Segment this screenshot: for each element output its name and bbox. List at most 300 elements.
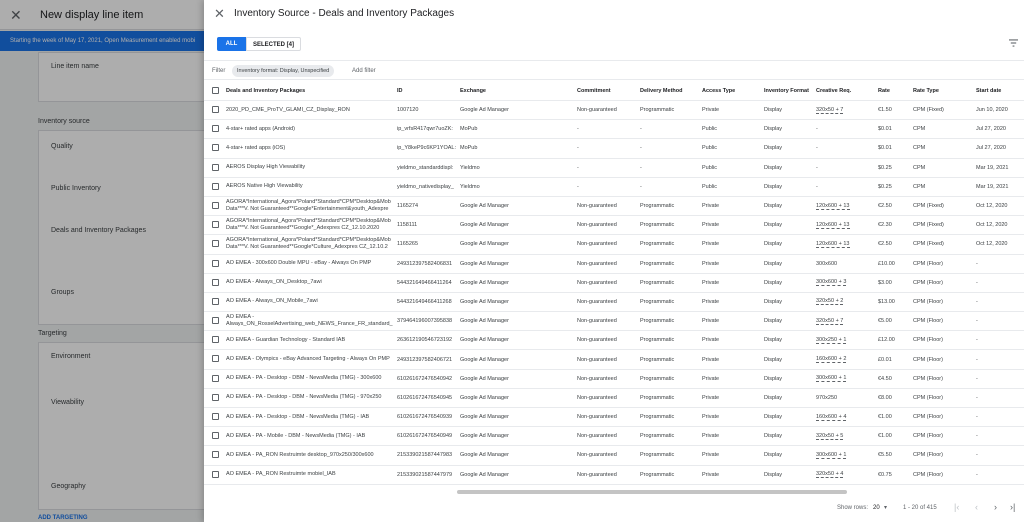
cell-creative xyxy=(816,427,878,445)
creative-link[interactable]: 160x600 + 4 xyxy=(816,413,847,420)
pagination-range: 1 - 20 of 415 xyxy=(903,505,937,511)
cell-access: Public xyxy=(702,126,717,133)
cell-exchange: Google Ad Manager xyxy=(460,279,509,286)
table-row[interactable] xyxy=(204,350,1024,369)
creative-link[interactable]: 300x600 + 1 xyxy=(816,375,847,382)
cell-rate-type: CPM (Floor) xyxy=(913,471,943,478)
tab-selected[interactable]: SELECTED [4] xyxy=(246,37,301,51)
header-id[interactable]: ID xyxy=(397,88,403,94)
cell-creative: - xyxy=(816,164,818,171)
cell-rate: $3.00 xyxy=(878,279,892,286)
cell-commitment: Non-guaranteed xyxy=(577,203,617,210)
cell-format: Display xyxy=(764,164,783,171)
creative-link[interactable]: 300x600 + 1 xyxy=(816,451,847,458)
cell-rate-type: CPM (Floor) xyxy=(913,279,943,286)
environment-label[interactable]: Environment xyxy=(51,353,91,360)
row-checkbox[interactable] xyxy=(212,413,219,420)
cell-name: AO EMEA - PA - Desktop - DBM - NewsMedia (TMG) - 300x600 xyxy=(226,375,382,382)
cell-start: - xyxy=(976,471,978,478)
row-checkbox[interactable] xyxy=(212,164,219,171)
panel-title: Inventory Source - Deals and Inventory Packages xyxy=(234,8,455,19)
header-commitment[interactable]: Commitment xyxy=(577,88,611,94)
cell-access: Private xyxy=(702,298,720,305)
cell-access: Private xyxy=(702,471,720,478)
creative-link[interactable]: 320x50 + 7 xyxy=(816,317,844,324)
cell-name: AEROS Native High Viewability xyxy=(226,183,303,190)
cell-rate: €2.50 xyxy=(878,203,892,210)
cell-format: Display xyxy=(764,394,783,401)
cell-exchange: Yieldmo xyxy=(460,183,480,190)
creative-link[interactable]: 320x50 + 7 xyxy=(816,106,844,113)
cell-access: Private xyxy=(702,394,720,401)
cell-id: 1007120 xyxy=(397,107,419,114)
cell-format: Display xyxy=(764,414,783,421)
cell-start: Jun 10, 2020 xyxy=(976,107,1008,114)
row-checkbox[interactable] xyxy=(212,451,219,458)
cell-commitment: Non-guaranteed xyxy=(577,318,617,325)
close-icon[interactable]: ✕ xyxy=(214,6,225,21)
cell-commitment: - xyxy=(577,126,579,133)
cell-start: Mar 19, 2021 xyxy=(976,164,1009,171)
cell-commitment: Non-guaranteed xyxy=(577,375,617,382)
cell-format: Display xyxy=(764,318,783,325)
cell-name: AEROS Display High Viewability xyxy=(226,164,306,171)
cell-format: Display xyxy=(764,375,783,382)
table-row[interactable] xyxy=(204,446,1024,465)
table-row[interactable] xyxy=(204,293,1024,312)
cell-rate-type: CPM xyxy=(913,183,926,190)
cell-id: 1158111 xyxy=(397,222,418,229)
cell-creative xyxy=(816,293,878,311)
row-checkbox[interactable] xyxy=(212,336,219,343)
cell-format: Display xyxy=(764,279,783,286)
selection-tabs xyxy=(217,37,301,51)
cell-delivery: Programmatic xyxy=(640,222,675,229)
cell-commitment: Non-guaranteed xyxy=(577,356,617,363)
cell-rate: $13.00 xyxy=(878,298,895,305)
cell-exchange: Google Ad Manager xyxy=(460,318,509,325)
cell-rate: £12.00 xyxy=(878,337,895,344)
background-banner: Starting the week of May 17, 2021, Open Measurement enabled mobi xyxy=(0,31,1024,51)
cell-delivery: Programmatic xyxy=(640,260,675,267)
cell-rate-type: CPM (Floor) xyxy=(913,356,943,363)
select-all-checkbox[interactable] xyxy=(212,87,219,94)
viewability-label[interactable]: Viewability xyxy=(51,399,84,406)
cell-commitment: Non-guaranteed xyxy=(577,414,617,421)
cell-access: Private xyxy=(702,337,720,344)
cell-access: Private xyxy=(702,375,720,382)
cell-rate-type: CPM xyxy=(913,145,926,152)
cell-start: - xyxy=(976,375,978,382)
header-start-date[interactable]: Start date xyxy=(976,88,1002,94)
row-checkbox[interactable] xyxy=(212,260,219,267)
cell-commitment: - xyxy=(577,183,579,190)
cell-commitment: Non-guaranteed xyxy=(577,222,617,229)
cell-format: Display xyxy=(764,183,783,190)
cell-delivery: Programmatic xyxy=(640,375,675,382)
header-delivery[interactable]: Delivery Method xyxy=(640,88,683,94)
cell-exchange: Google Ad Manager xyxy=(460,241,509,248)
deals-label[interactable]: Deals and Inventory Packages xyxy=(51,227,146,234)
cell-name: 4-star+ rated apps (Android) xyxy=(226,125,295,132)
cell-exchange: Google Ad Manager xyxy=(460,452,509,459)
cell-commitment: Non-guaranteed xyxy=(577,471,617,478)
cell-name: 2020_PD_CME_ProTV_GLAMI_CZ_Display_RON xyxy=(226,106,350,113)
cell-access: Private xyxy=(702,107,720,114)
cell-id: 610261672476540945 xyxy=(397,394,453,401)
cell-rate: €1.00 xyxy=(878,433,892,440)
cell-delivery: - xyxy=(640,183,642,190)
cell-delivery: Programmatic xyxy=(640,394,675,401)
row-checkbox[interactable] xyxy=(212,240,219,247)
row-checkbox[interactable] xyxy=(212,375,219,382)
cell-rate: $0.01 xyxy=(878,126,892,133)
cell-rate-type: CPM (Floor) xyxy=(913,318,943,325)
cell-commitment: Non-guaranteed xyxy=(577,394,617,401)
filter-list-icon[interactable] xyxy=(1009,39,1018,47)
cell-delivery: Programmatic xyxy=(640,356,675,363)
table-row[interactable] xyxy=(204,389,1024,408)
table-row[interactable] xyxy=(204,255,1024,274)
table-row[interactable] xyxy=(204,274,1024,293)
cell-creative: 970x250 xyxy=(816,394,838,401)
cell-creative: - xyxy=(816,183,818,190)
cell-format: Display xyxy=(764,222,783,229)
cell-commitment: Non-guaranteed xyxy=(577,298,617,305)
cell-format: Display xyxy=(764,298,783,305)
cell-exchange: Yieldmo xyxy=(460,164,480,171)
table-header-row xyxy=(204,82,1024,101)
chevron-left-icon[interactable]: ‹ xyxy=(975,502,978,512)
table-row[interactable] xyxy=(204,178,1024,197)
modal-overlay[interactable] xyxy=(0,0,204,522)
row-checkbox[interactable] xyxy=(212,394,219,401)
row-checkbox[interactable] xyxy=(212,471,219,478)
cell-commitment: Non-guaranteed xyxy=(577,241,617,248)
cell-rate-type: CPM (Floor) xyxy=(913,452,943,459)
table-row[interactable] xyxy=(204,120,1024,139)
cell-id: 610261672476540939 xyxy=(397,414,453,421)
public-inventory-label[interactable]: Public Inventory xyxy=(51,185,101,192)
filter-label: Filter xyxy=(212,68,226,74)
cell-exchange: MoPub xyxy=(460,126,478,133)
cell-access: Private xyxy=(702,222,720,229)
cell-name: 4-star+ rated apps (iOS) xyxy=(226,144,286,151)
cell-commitment: Non-guaranteed xyxy=(577,452,617,459)
cell-creative: - xyxy=(816,145,818,152)
cell-start: - xyxy=(976,394,978,401)
cell-name: AO EMEA - PA - Desktop - DBM - NewsMedia (TMG) - IAB xyxy=(226,413,370,420)
cell-format: Display xyxy=(764,452,783,459)
creative-link[interactable]: 300x250 + 1 xyxy=(816,336,847,343)
cell-id: ip_vrfsR417qwr7uoZK: xyxy=(397,126,453,133)
cell-rate: $0.01 xyxy=(878,145,892,152)
cell-start: - xyxy=(976,414,978,421)
cell-format: Display xyxy=(764,107,783,114)
cell-access: Private xyxy=(702,203,720,210)
groups-label[interactable]: Groups xyxy=(51,289,74,296)
cell-id: 249312397582406831 xyxy=(397,260,453,267)
cell-rate: €4.50 xyxy=(878,375,892,382)
cell-commitment: - xyxy=(577,164,579,171)
cell-delivery: Programmatic xyxy=(640,241,675,248)
cell-id: yieldmo_standarddispl: xyxy=(397,164,454,171)
cell-name: AO EMEA - PA_RON Restruimte mobiel_IAB xyxy=(226,471,336,478)
creative-link[interactable]: 300x600 + 3 xyxy=(816,279,847,286)
cell-id: 544321649466411268 xyxy=(397,298,452,305)
cell-rate: €0.75 xyxy=(878,471,892,478)
cell-name: AO EMEA - Always_ON_RosselAdvertising_web_NEWS_France_FR_standard_ xyxy=(226,314,393,328)
creative-link[interactable]: 120x600 + 13 xyxy=(816,202,850,209)
geography-label[interactable]: Geography xyxy=(51,483,86,490)
cell-format: Display xyxy=(764,203,783,210)
cell-exchange: Google Ad Manager xyxy=(460,394,509,401)
cell-commitment: Non-guaranteed xyxy=(577,260,617,267)
cell-delivery: - xyxy=(640,126,642,133)
cell-start: - xyxy=(976,298,978,305)
cell-start: Oct 12, 2020 xyxy=(976,203,1008,210)
table-row[interactable] xyxy=(204,427,1024,446)
cell-creative xyxy=(816,331,878,349)
cell-delivery: Programmatic xyxy=(640,318,675,325)
table-row[interactable] xyxy=(204,197,1024,216)
cell-format: Display xyxy=(764,471,783,478)
rows-per-page-select[interactable]: 20 xyxy=(873,505,880,511)
header-exchange[interactable]: Exchange xyxy=(460,88,486,94)
row-checkbox[interactable] xyxy=(212,106,219,113)
inventory-source-panel xyxy=(204,0,1024,522)
cell-rate-type: CPM xyxy=(913,164,926,171)
cell-access: Private xyxy=(702,241,720,248)
targeting-heading: Targeting xyxy=(38,330,67,337)
cell-creative xyxy=(816,446,878,464)
cell-rate-type: CPM (Floor) xyxy=(913,260,943,267)
last-page-icon[interactable]: ›| xyxy=(1010,502,1016,512)
cell-start: Jul 27, 2020 xyxy=(976,145,1006,152)
cell-name: AO EMEA - PA - Desktop - DBM - NewsMedia (TMG) - 970x250 xyxy=(226,394,382,401)
creative-link[interactable]: 120x600 + 13 xyxy=(816,240,850,247)
cell-start: - xyxy=(976,452,978,459)
cell-exchange: Google Ad Manager xyxy=(460,414,509,421)
cell-creative xyxy=(816,370,878,388)
table-row[interactable] xyxy=(204,466,1024,485)
row-checkbox[interactable] xyxy=(212,183,219,190)
cell-id: 215339021587447983 xyxy=(397,452,453,459)
cell-id: ip_Y8keP9c6KP1YOAL: xyxy=(397,145,457,152)
creative-link[interactable]: 320x50 + 2 xyxy=(816,298,844,305)
row-checkbox[interactable] xyxy=(212,317,219,324)
horizontal-scrollbar[interactable] xyxy=(457,490,847,494)
cell-start: Jul 27, 2020 xyxy=(976,126,1006,133)
cell-delivery: Programmatic xyxy=(640,471,675,478)
table-row[interactable] xyxy=(204,101,1024,120)
row-checkbox[interactable] xyxy=(212,432,219,439)
cell-creative: 300x600 xyxy=(816,260,838,267)
table-row[interactable] xyxy=(204,370,1024,389)
cell-exchange: Google Ad Manager xyxy=(460,356,509,363)
filter-chip[interactable]: Inventory format: Display, Unspecified xyxy=(232,65,334,77)
header-format[interactable]: Inventory Format xyxy=(764,88,809,94)
cell-delivery: - xyxy=(640,145,642,152)
cell-access: Public xyxy=(702,183,717,190)
cell-commitment: Non-guaranteed xyxy=(577,107,617,114)
row-checkbox[interactable] xyxy=(212,125,219,132)
add-filter-button[interactable]: Add filter xyxy=(352,68,376,74)
cell-exchange: Google Ad Manager xyxy=(460,260,509,267)
cell-access: Private xyxy=(702,279,720,286)
cell-access: Private xyxy=(702,260,720,267)
cell-rate: €1.00 xyxy=(878,414,892,421)
filter-bar xyxy=(204,60,1024,80)
chevron-right-icon[interactable]: › xyxy=(994,502,997,512)
cell-rate: €2.50 xyxy=(878,241,892,248)
row-checkbox[interactable] xyxy=(212,221,219,228)
cell-exchange: MoPub xyxy=(460,145,478,152)
cell-rate-type: CPM (Floor) xyxy=(913,298,943,305)
cell-creative xyxy=(816,235,878,253)
header-rate-type[interactable]: Rate Type xyxy=(913,88,939,94)
cell-exchange: Google Ad Manager xyxy=(460,337,509,344)
cell-start: - xyxy=(976,433,978,440)
cell-format: Display xyxy=(764,241,783,248)
cell-exchange: Google Ad Manager xyxy=(460,203,509,210)
cell-rate-type: CPM (Floor) xyxy=(913,375,943,382)
cell-delivery: - xyxy=(640,164,642,171)
cell-rate-type: CPM (Floor) xyxy=(913,414,943,421)
cell-creative: - xyxy=(816,126,818,133)
cell-id: 1165265 xyxy=(397,241,419,248)
deals-table xyxy=(204,82,1024,485)
cell-start: - xyxy=(976,279,978,286)
cell-format: Display xyxy=(764,126,783,133)
table-row[interactable] xyxy=(204,408,1024,427)
inventory-source-heading: Inventory source xyxy=(38,118,90,125)
cell-start: Oct 12, 2020 xyxy=(976,241,1008,248)
header-rate[interactable]: Rate xyxy=(878,88,890,94)
cell-rate: $0.25 xyxy=(878,164,892,171)
panel-header xyxy=(204,0,1024,28)
cell-rate-type: CPM (Fixed) xyxy=(913,222,944,229)
cell-name: AO EMEA - PA - Mobile - DBM - NewsMedia (TMG) - IAB xyxy=(226,432,366,439)
cell-commitment: Non-guaranteed xyxy=(577,337,617,344)
cell-rate-type: CPM (Fixed) xyxy=(913,203,944,210)
table-footer xyxy=(204,496,1024,522)
cell-commitment: Non-guaranteed xyxy=(577,433,617,440)
cell-start: Oct 12, 2020 xyxy=(976,222,1008,229)
cell-id: 610261672476540949 xyxy=(397,433,453,440)
row-checkbox[interactable] xyxy=(212,144,219,151)
cell-creative xyxy=(816,216,878,234)
cell-delivery: Programmatic xyxy=(640,203,675,210)
table-row[interactable] xyxy=(204,235,1024,254)
cell-rate: €2.30 xyxy=(878,222,892,229)
table-row[interactable] xyxy=(204,216,1024,235)
cell-access: Public xyxy=(702,145,717,152)
header-creative[interactable]: Creative Req. xyxy=(816,88,852,94)
cell-delivery: Programmatic xyxy=(640,452,675,459)
first-page-icon[interactable]: |‹ xyxy=(954,502,960,512)
cell-exchange: Google Ad Manager xyxy=(460,222,509,229)
cell-id: 1165274 xyxy=(397,203,419,210)
cell-id: 263612190546723192 xyxy=(397,337,453,344)
cell-rate-type: CPM (Fixed) xyxy=(913,241,944,248)
cell-exchange: Google Ad Manager xyxy=(460,298,509,305)
table-row[interactable] xyxy=(204,159,1024,178)
row-checkbox[interactable] xyxy=(212,202,219,209)
cell-name: AO EMEA - 300x600 Double MPU - eBay - Always On PMP xyxy=(226,260,372,267)
cell-start: Mar 19, 2021 xyxy=(976,183,1009,190)
cell-exchange: Google Ad Manager xyxy=(460,471,509,478)
cell-rate: €8.00 xyxy=(878,394,892,401)
cell-delivery: Programmatic xyxy=(640,337,675,344)
cell-access: Private xyxy=(702,433,720,440)
background-close-icon[interactable]: ✕ xyxy=(10,7,22,23)
cell-creative xyxy=(816,312,878,330)
header-access[interactable]: Access Type xyxy=(702,88,736,94)
cell-name: AO EMEA - Guardian Technology - Standard IAB xyxy=(226,336,346,343)
cell-access: Private xyxy=(702,318,720,325)
header-name[interactable]: Deals and Inventory Packages xyxy=(226,88,306,94)
tab-all[interactable]: ALL xyxy=(217,37,246,51)
table-row[interactable] xyxy=(204,139,1024,158)
cell-format: Display xyxy=(764,260,783,267)
line-item-name-label: Line item name xyxy=(51,63,99,70)
cell-exchange: Google Ad Manager xyxy=(460,375,509,382)
cell-rate-type: CPM (Floor) xyxy=(913,433,943,440)
row-checkbox[interactable] xyxy=(212,298,219,305)
cell-name: AO EMEA - Olympics - eBay Advanced Targeting - Always On PMP xyxy=(226,356,390,363)
cell-delivery: Programmatic xyxy=(640,298,675,305)
background-title: New display line item xyxy=(40,9,144,21)
chevron-down-icon[interactable]: ▾ xyxy=(884,505,888,511)
cell-creative xyxy=(816,408,878,426)
cell-name: AO EMEA - PA_RON Restruimte desktop_970x250/300x600 xyxy=(226,451,374,458)
cell-start: - xyxy=(976,337,978,344)
creative-link[interactable]: 320x50 + 5 xyxy=(816,432,844,439)
quality-label[interactable]: Quality xyxy=(51,143,73,150)
cell-format: Display xyxy=(764,433,783,440)
cell-id: 544321649466411264 xyxy=(397,279,452,286)
cell-rate-type: CPM (Floor) xyxy=(913,337,943,344)
cell-id: 249312397582406721 xyxy=(397,356,453,363)
cell-exchange: Google Ad Manager xyxy=(460,107,509,114)
cell-rate-type: CPM xyxy=(913,126,926,133)
table-row[interactable] xyxy=(204,331,1024,350)
cell-start: - xyxy=(976,318,978,325)
creative-link[interactable]: 120x600 + 13 xyxy=(816,221,850,228)
cell-start: - xyxy=(976,260,978,267)
cell-start: - xyxy=(976,356,978,363)
row-checkbox[interactable] xyxy=(212,279,219,286)
cell-rate-type: CPM (Fixed) xyxy=(913,107,944,114)
cell-creative xyxy=(816,274,878,292)
creative-link[interactable]: 320x50 + 4 xyxy=(816,471,844,478)
row-checkbox[interactable] xyxy=(212,355,219,362)
cell-exchange: Google Ad Manager xyxy=(460,433,509,440)
cell-rate: $0.25 xyxy=(878,183,892,190)
add-targeting-button[interactable]: ADD TARGETING xyxy=(38,515,88,521)
cell-name: AGORA*International_Agora*Poland*Standard*CPM*Desktop&Mob Data***V. Not Guaranteed**Google*_Adexpres CZ_12.10.2020 xyxy=(226,218,391,232)
cell-commitment: - xyxy=(577,145,579,152)
table-row[interactable] xyxy=(204,312,1024,331)
cell-creative xyxy=(816,466,878,484)
cell-id: yieldmo_nativedisplay_ xyxy=(397,183,454,190)
creative-link[interactable]: 160x600 + 2 xyxy=(816,356,847,363)
cell-format: Display xyxy=(764,145,783,152)
show-rows-label: Show rows: xyxy=(837,505,869,511)
cell-delivery: Programmatic xyxy=(640,279,675,286)
cell-access: Private xyxy=(702,414,720,421)
